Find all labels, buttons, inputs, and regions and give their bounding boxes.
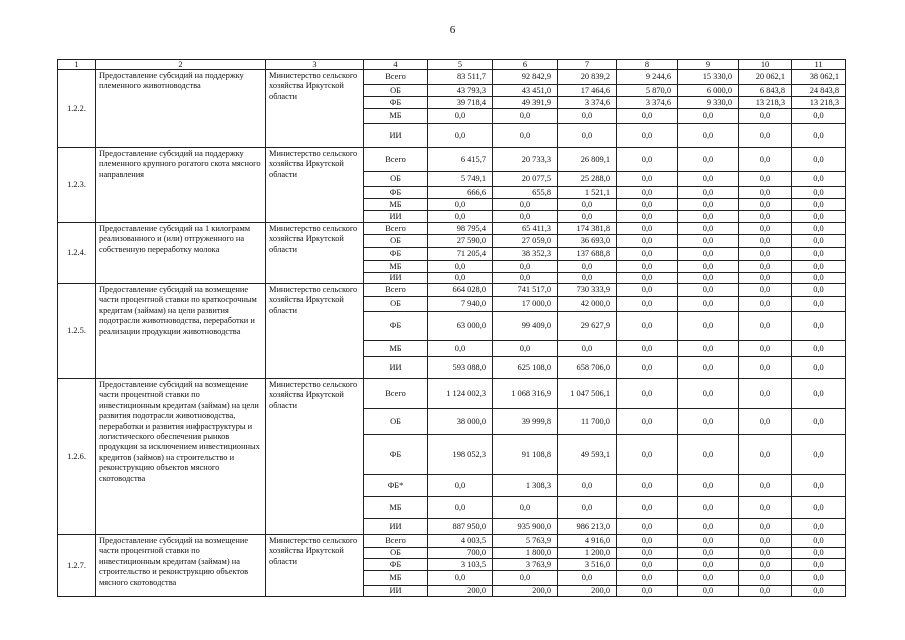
amount-cell: 0,0 (617, 535, 678, 548)
amount-cell: 1 800,0 (493, 548, 558, 559)
amount-cell: 3 374,6 (558, 97, 617, 109)
table-row (58, 379, 846, 409)
amount-cell: 0,0 (792, 409, 846, 435)
amount-cell: 0,0 (558, 109, 617, 124)
amount-cell: 1 068 316,9 (493, 379, 558, 409)
amount-cell: 0,0 (792, 312, 846, 341)
amount-cell: 0,0 (678, 559, 739, 571)
amount-cell: 0,0 (739, 409, 792, 435)
amount-cell: 0,0 (792, 357, 846, 379)
amount-cell: 0,0 (739, 559, 792, 571)
item-number: 1.2.7. (58, 535, 96, 597)
amount-cell: 0,0 (739, 571, 792, 586)
amount-cell: 0,0 (493, 261, 558, 273)
amount-cell: 0,0 (493, 199, 558, 211)
amount-cell: 1 047 506,1 (558, 379, 617, 409)
amount-cell: 0,0 (428, 475, 493, 497)
amount-cell: 0,0 (428, 109, 493, 124)
funding-source: ИИ (364, 124, 428, 148)
table-row (58, 223, 846, 235)
amount-cell: 0,0 (792, 248, 846, 261)
amount-cell: 39 718,4 (428, 97, 493, 109)
amount-cell: 0,0 (617, 312, 678, 341)
funding-source: МБ (364, 497, 428, 519)
amount-cell: 0,0 (792, 187, 846, 199)
amount-cell: 0,0 (558, 124, 617, 148)
amount-cell: 0,0 (428, 497, 493, 519)
amount-cell: 0,0 (678, 497, 739, 519)
amount-cell: 0,0 (617, 284, 678, 297)
amount-cell: 0,0 (617, 341, 678, 357)
amount-cell: 20 733,3 (493, 148, 558, 172)
amount-cell: 0,0 (739, 124, 792, 148)
amount-cell: 0,0 (617, 235, 678, 248)
item-description: Предоставление субсидий на поддержку племенного крупного рогатого скота мясного направления (96, 148, 266, 223)
amount-cell: 5 763,9 (493, 535, 558, 548)
amount-cell: 0,0 (493, 497, 558, 519)
amount-cell: 13 218,3 (739, 97, 792, 109)
amount-cell: 0,0 (558, 341, 617, 357)
funding-source: ИИ (364, 273, 428, 284)
amount-cell: 26 809,1 (558, 148, 617, 172)
amount-cell: 0,0 (617, 409, 678, 435)
amount-cell: 0,0 (617, 571, 678, 586)
amount-cell: 0,0 (617, 379, 678, 409)
amount-cell: 0,0 (617, 124, 678, 148)
amount-cell: 1 308,3 (493, 475, 558, 497)
amount-cell: 38 352,3 (493, 248, 558, 261)
amount-cell: 0,0 (792, 571, 846, 586)
item-description: Предоставление субсидий на возмещение части процентной ставки по инвестиционным кредитам (займам) на цели развития подотрасли животноводства, переработки и развития инфраструктуры и логистического обеспечения рынков продукции за исключением инвестиционных кредитов (займов) на строительство и реконструкцию объектов мясного скотоводства (96, 379, 266, 535)
amount-cell: 92 842,9 (493, 70, 558, 85)
amount-cell: 666,6 (428, 187, 493, 199)
amount-cell: 20 062,1 (739, 70, 792, 85)
amount-cell: 39 999,8 (493, 409, 558, 435)
amount-cell: 0,0 (678, 409, 739, 435)
amount-cell: 49 593,1 (558, 435, 617, 475)
amount-cell: 0,0 (678, 357, 739, 379)
amount-cell: 0,0 (678, 475, 739, 497)
amount-cell: 4 916,0 (558, 535, 617, 548)
amount-cell: 730 333,9 (558, 284, 617, 297)
column-number: 6 (493, 60, 558, 70)
amount-cell: 0,0 (792, 261, 846, 273)
item-description: Предоставление субсидий на 1 килограмм реализованного и (или) отгруженного на собственную переработку молока (96, 223, 266, 284)
funding-source: Всего (364, 379, 428, 409)
amount-cell: 0,0 (428, 571, 493, 586)
column-number: 8 (617, 60, 678, 70)
responsible-organization: Министерство сельского хозяйства Иркутской области (266, 223, 364, 284)
amount-cell: 0,0 (739, 548, 792, 559)
funding-source: ФБ (364, 187, 428, 199)
amount-cell: 0,0 (678, 535, 739, 548)
funding-source: ИИ (364, 519, 428, 535)
responsible-organization: Министерство сельского хозяйства Иркутской области (266, 535, 364, 597)
amount-cell: 49 391,9 (493, 97, 558, 109)
column-number: 3 (266, 60, 364, 70)
amount-cell: 0,0 (678, 248, 739, 261)
amount-cell: 17 000,0 (493, 297, 558, 312)
amount-cell: 63 000,0 (428, 312, 493, 341)
amount-cell: 0,0 (739, 248, 792, 261)
amount-cell: 0,0 (792, 235, 846, 248)
amount-cell: 741 517,0 (493, 284, 558, 297)
amount-cell: 0,0 (792, 475, 846, 497)
amount-cell: 71 205,4 (428, 248, 493, 261)
amount-cell: 0,0 (617, 211, 678, 223)
amount-cell: 0,0 (792, 435, 846, 475)
funding-source: ФБ (364, 248, 428, 261)
amount-cell: 0,0 (739, 435, 792, 475)
amount-cell: 0,0 (792, 124, 846, 148)
amount-cell: 0,0 (678, 379, 739, 409)
amount-cell: 0,0 (739, 211, 792, 223)
amount-cell: 655,8 (493, 187, 558, 199)
amount-cell: 0,0 (739, 199, 792, 211)
funding-source: Всего (364, 284, 428, 297)
amount-cell: 0,0 (792, 379, 846, 409)
amount-cell: 3 516,0 (558, 559, 617, 571)
amount-cell: 0,0 (617, 586, 678, 597)
amount-cell: 0,0 (558, 211, 617, 223)
amount-cell: 200,0 (428, 586, 493, 597)
amount-cell: 0,0 (678, 571, 739, 586)
column-number-row (58, 60, 846, 70)
amount-cell: 17 464,6 (558, 85, 617, 97)
amount-cell: 20 077,5 (493, 172, 558, 187)
amount-cell: 0,0 (617, 297, 678, 312)
amount-cell: 0,0 (739, 535, 792, 548)
amount-cell: 0,0 (792, 559, 846, 571)
amount-cell: 99 409,0 (493, 312, 558, 341)
amount-cell: 0,0 (493, 273, 558, 284)
amount-cell: 6 415,7 (428, 148, 493, 172)
amount-cell: 27 590,0 (428, 235, 493, 248)
amount-cell: 0,0 (558, 475, 617, 497)
amount-cell: 0,0 (739, 497, 792, 519)
table-body (58, 60, 846, 597)
amount-cell: 0,0 (678, 586, 739, 597)
funding-source: Всего (364, 223, 428, 235)
amount-cell: 0,0 (792, 199, 846, 211)
amount-cell: 0,0 (428, 211, 493, 223)
amount-cell: 0,0 (792, 273, 846, 284)
amount-cell: 0,0 (617, 559, 678, 571)
table-row (58, 148, 846, 172)
funding-source: ОБ (364, 172, 428, 187)
amount-cell: 0,0 (678, 172, 739, 187)
amount-cell: 0,0 (792, 519, 846, 535)
amount-cell: 0,0 (617, 187, 678, 199)
amount-cell: 0,0 (792, 586, 846, 597)
item-number: 1.2.3. (58, 148, 96, 223)
column-number: 10 (739, 60, 792, 70)
amount-cell: 625 108,0 (493, 357, 558, 379)
column-number: 5 (428, 60, 493, 70)
column-number: 1 (58, 60, 96, 70)
amount-cell: 935 900,0 (493, 519, 558, 535)
amount-cell: 5 870,0 (617, 85, 678, 97)
amount-cell: 1 124 002,3 (428, 379, 493, 409)
amount-cell: 887 950,0 (428, 519, 493, 535)
amount-cell: 658 706,0 (558, 357, 617, 379)
amount-cell: 0,0 (792, 109, 846, 124)
funding-source: ФБ* (364, 475, 428, 497)
funding-source: ОБ (364, 235, 428, 248)
amount-cell: 0,0 (617, 475, 678, 497)
amount-cell: 0,0 (617, 261, 678, 273)
amount-cell: 0,0 (617, 273, 678, 284)
amount-cell: 0,0 (558, 497, 617, 519)
funding-source: ФБ (364, 312, 428, 341)
amount-cell: 0,0 (739, 109, 792, 124)
amount-cell: 43 793,3 (428, 85, 493, 97)
amount-cell: 0,0 (428, 199, 493, 211)
amount-cell: 0,0 (617, 435, 678, 475)
column-number: 2 (96, 60, 266, 70)
amount-cell: 0,0 (678, 435, 739, 475)
amount-cell: 11 700,0 (558, 409, 617, 435)
amount-cell: 3 374,6 (617, 97, 678, 109)
column-number: 4 (364, 60, 428, 70)
amount-cell: 0,0 (678, 199, 739, 211)
amount-cell: 29 627,9 (558, 312, 617, 341)
amount-cell: 13 218,3 (792, 97, 846, 109)
amount-cell: 0,0 (739, 297, 792, 312)
amount-cell: 0,0 (739, 148, 792, 172)
column-number: 9 (678, 60, 739, 70)
amount-cell: 25 288,0 (558, 172, 617, 187)
amount-cell: 593 088,0 (428, 357, 493, 379)
amount-cell: 0,0 (739, 187, 792, 199)
item-description: Предоставление субсидий на возмещение части процентной ставки по краткосрочным кредитам (займам) на цели развития подотрасли животноводства, переработки и реализации продукции животноводства (96, 284, 266, 379)
amount-cell: 0,0 (739, 261, 792, 273)
amount-cell: 0,0 (678, 235, 739, 248)
amount-cell: 98 795,4 (428, 223, 493, 235)
item-number: 1.2.2. (58, 70, 96, 148)
responsible-organization: Министерство сельского хозяйства Иркутской области (266, 148, 364, 223)
amount-cell: 0,0 (617, 172, 678, 187)
amount-cell: 0,0 (792, 297, 846, 312)
amount-cell: 0,0 (428, 273, 493, 284)
amount-cell: 0,0 (493, 211, 558, 223)
amount-cell: 0,0 (792, 548, 846, 559)
amount-cell: 38 062,1 (792, 70, 846, 85)
amount-cell: 15 330,0 (678, 70, 739, 85)
amount-cell: 0,0 (558, 261, 617, 273)
amount-cell: 986 213,0 (558, 519, 617, 535)
page-number: 6 (449, 24, 456, 36)
responsible-organization: Министерство сельского хозяйства Иркутской области (266, 284, 364, 379)
amount-cell: 0,0 (558, 273, 617, 284)
responsible-organization: Министерство сельского хозяйства Иркутской области (266, 70, 364, 148)
amount-cell: 0,0 (678, 284, 739, 297)
amount-cell: 0,0 (678, 261, 739, 273)
amount-cell: 0,0 (428, 341, 493, 357)
funding-source: МБ (364, 261, 428, 273)
funding-source: ИИ (364, 211, 428, 223)
amount-cell: 0,0 (739, 519, 792, 535)
amount-cell: 0,0 (428, 124, 493, 148)
column-number: 11 (792, 60, 846, 70)
amount-cell: 137 688,8 (558, 248, 617, 261)
item-number: 1.2.5. (58, 284, 96, 379)
amount-cell: 0,0 (678, 341, 739, 357)
amount-cell: 0,0 (739, 273, 792, 284)
item-description: Предоставление субсидий на возмещение части процентной ставки по инвестиционным кредитам (займам) на строительство и реконструкцию объектов мясного скотоводства (96, 535, 266, 597)
table-row (58, 284, 846, 297)
amount-cell: 0,0 (617, 199, 678, 211)
funding-source: ОБ (364, 548, 428, 559)
responsible-organization: Министерство сельского хозяйства Иркутской области (266, 379, 364, 535)
amount-cell: 0,0 (617, 248, 678, 261)
funding-source: МБ (364, 109, 428, 124)
amount-cell: 700,0 (428, 548, 493, 559)
amount-cell: 0,0 (678, 312, 739, 341)
funding-source: Всего (364, 148, 428, 172)
amount-cell: 36 693,0 (558, 235, 617, 248)
amount-cell: 0,0 (617, 148, 678, 172)
funding-source: ОБ (364, 297, 428, 312)
amount-cell: 0,0 (792, 341, 846, 357)
amount-cell: 9 244,6 (617, 70, 678, 85)
funding-source: ОБ (364, 85, 428, 97)
amount-cell: 0,0 (493, 109, 558, 124)
amount-cell: 0,0 (792, 148, 846, 172)
amount-cell: 0,0 (678, 297, 739, 312)
amount-cell: 0,0 (739, 235, 792, 248)
amount-cell: 0,0 (739, 223, 792, 235)
amount-cell: 0,0 (739, 312, 792, 341)
amount-cell: 0,0 (558, 571, 617, 586)
amount-cell: 0,0 (739, 586, 792, 597)
amount-cell: 200,0 (493, 586, 558, 597)
amount-cell: 83 511,7 (428, 70, 493, 85)
amount-cell: 0,0 (617, 519, 678, 535)
table-row (58, 70, 846, 85)
amount-cell: 0,0 (617, 357, 678, 379)
amount-cell: 0,0 (493, 124, 558, 148)
funding-source: ФБ (364, 97, 428, 109)
amount-cell: 0,0 (678, 109, 739, 124)
funding-source: Всего (364, 535, 428, 548)
amount-cell: 0,0 (678, 124, 739, 148)
amount-cell: 3 763,9 (493, 559, 558, 571)
amount-cell: 0,0 (792, 284, 846, 297)
funding-source: Всего (364, 70, 428, 85)
amount-cell: 6 843,8 (739, 85, 792, 97)
amount-cell: 0,0 (428, 261, 493, 273)
amount-cell: 0,0 (739, 284, 792, 297)
amount-cell: 0,0 (678, 211, 739, 223)
amount-cell: 0,0 (617, 109, 678, 124)
amount-cell: 0,0 (678, 187, 739, 199)
funding-source: ФБ (364, 435, 428, 475)
amount-cell: 5 749,1 (428, 172, 493, 187)
amount-cell: 20 839,2 (558, 70, 617, 85)
amount-cell: 0,0 (678, 548, 739, 559)
funding-source: ИИ (364, 357, 428, 379)
amount-cell: 0,0 (739, 172, 792, 187)
funding-source: ФБ (364, 559, 428, 571)
item-number: 1.2.4. (58, 223, 96, 284)
funding-source: МБ (364, 571, 428, 586)
amount-cell: 43 451,0 (493, 85, 558, 97)
amount-cell: 1 521,1 (558, 187, 617, 199)
item-description: Предоставление субсидий на поддержку племенного животноводства (96, 70, 266, 148)
amount-cell: 42 000,0 (558, 297, 617, 312)
amount-cell: 0,0 (739, 475, 792, 497)
amount-cell: 0,0 (617, 548, 678, 559)
amount-cell: 0,0 (739, 341, 792, 357)
amount-cell: 6 000,0 (678, 85, 739, 97)
amount-cell: 65 411,3 (493, 223, 558, 235)
item-number: 1.2.6. (58, 379, 96, 535)
funding-source: МБ (364, 199, 428, 211)
amount-cell: 0,0 (493, 571, 558, 586)
amount-cell: 0,0 (678, 223, 739, 235)
amount-cell: 0,0 (792, 535, 846, 548)
amount-cell: 664 028,0 (428, 284, 493, 297)
table-row (58, 535, 846, 548)
funding-source: МБ (364, 341, 428, 357)
funding-source: ИИ (364, 586, 428, 597)
amount-cell: 91 108,8 (493, 435, 558, 475)
amount-cell: 200,0 (558, 586, 617, 597)
amount-cell: 0,0 (678, 148, 739, 172)
amount-cell: 0,0 (792, 211, 846, 223)
amount-cell: 0,0 (792, 223, 846, 235)
amount-cell: 0,0 (617, 497, 678, 519)
amount-cell: 174 381,8 (558, 223, 617, 235)
amount-cell: 4 003,5 (428, 535, 493, 548)
amount-cell: 9 330,0 (678, 97, 739, 109)
amount-cell: 0,0 (678, 519, 739, 535)
amount-cell: 24 843,8 (792, 85, 846, 97)
budget-table (57, 59, 846, 597)
amount-cell: 0,0 (678, 273, 739, 284)
amount-cell: 38 000,0 (428, 409, 493, 435)
amount-cell: 27 059,0 (493, 235, 558, 248)
amount-cell: 0,0 (739, 357, 792, 379)
amount-cell: 0,0 (792, 172, 846, 187)
amount-cell: 7 940,0 (428, 297, 493, 312)
amount-cell: 0,0 (792, 497, 846, 519)
amount-cell: 0,0 (493, 341, 558, 357)
amount-cell: 3 103,5 (428, 559, 493, 571)
amount-cell: 0,0 (558, 199, 617, 211)
amount-cell: 1 200,0 (558, 548, 617, 559)
amount-cell: 0,0 (617, 223, 678, 235)
funding-source: ОБ (364, 409, 428, 435)
column-number: 7 (558, 60, 617, 70)
amount-cell: 0,0 (739, 379, 792, 409)
amount-cell: 198 052,3 (428, 435, 493, 475)
